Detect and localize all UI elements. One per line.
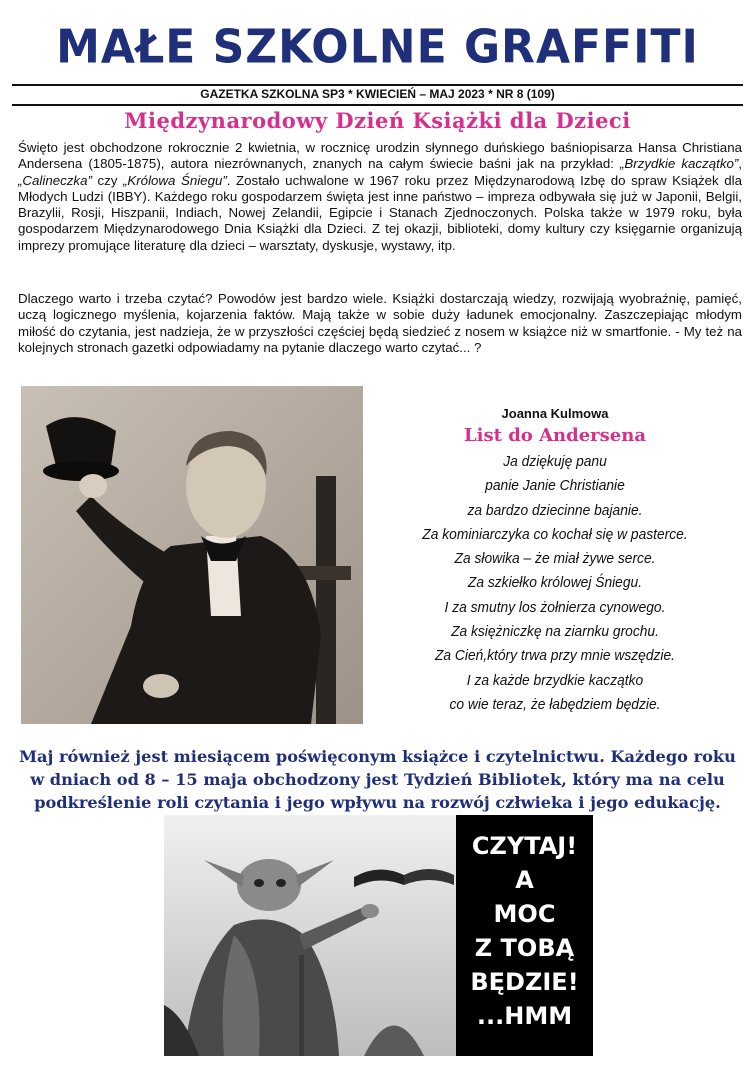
- poem-line: panie Janie Christianie: [485, 477, 625, 495]
- poem-line: Ja dziękuję panu: [503, 453, 607, 470]
- article-paragraph-1: [18, 140, 742, 254]
- poem-title: List do Andersena: [464, 425, 646, 446]
- poem-line: Za księżniczkę na ziarnku grochu.: [451, 623, 659, 641]
- poem-line: Za Cień,który trwa przy mnie wszędzie.: [434, 647, 676, 665]
- article-headline: Międzynarodowy Dzień Książki dla Dzieci: [124, 108, 631, 133]
- andersen-photo: [21, 386, 363, 724]
- fairy-tale-title: „Calineczka”: [18, 172, 92, 188]
- poster-line: ...HMM: [476, 1002, 573, 1030]
- poster-line: BĘDZIE!: [470, 968, 579, 996]
- poem-line: I za każde brzydkie kaczątko: [466, 671, 644, 689]
- paragraph-text: . Zostało uchwalone w 1967 roku przez Międzynarodową Izbę do spraw Książek dla Młodych Ludzi (IBBY). Każdego roku gospodarzem święta jest inne państwo – impreza odbywała się już w Japonii, Belgii, Brazylii, Rosji, Hiszpanii, Indiach, Nowej Zelandii, Egipcie i Stanach Zjednoczonych. Polska także w 1979 roku, była gospodarzem Międzynarodowego Dnia Książki dla Dzieci. Z tej okazji, biblioteki, domy kultury czy księgarnie organizują imprezy promujące literaturę dla dzieci – warsztaty, dyskusje, wystawy, itp.: [18, 172, 742, 253]
- masthead-title: MAŁE SZKOLNE GRAFFITI: [56, 20, 699, 75]
- poem-line: za bardzo dziecinne bajanie.: [467, 501, 643, 519]
- poem-line: Za szkiełko królowej Śniegu.: [467, 574, 643, 592]
- poster-text-panel: [456, 815, 593, 1056]
- fairy-tale-title: „Brzydkie kaczątko”: [619, 156, 739, 172]
- fairy-tale-title: „Królowa Śniegu”: [122, 172, 227, 188]
- poem-line: I za smutny los żołnierza cynowego.: [444, 598, 666, 616]
- paragraph-text: czy: [91, 172, 123, 188]
- poster-line: Z TOBĄ: [474, 934, 575, 962]
- poem-line: co wie teraz, że łabędziem będzie.: [449, 695, 661, 713]
- yoda-poster: [164, 815, 593, 1056]
- poster-line: CZYTAJ!: [471, 832, 578, 860]
- paragraph-text: Święto jest obchodzone rokrocznie 2 kwietnia, w rocznicę urodzin słynnego duńskiego baśniopisarza Hansa Christiana Andersena (1805-1875), autora niezrównanych, znanych na całym świecie baśni jak na przykład:: [18, 140, 742, 172]
- poem-line: Za kominiarczyka co kochał się w pasterce.: [422, 525, 688, 543]
- poem-author: Joanna Kulmowa: [501, 406, 609, 421]
- poster-line: A: [515, 866, 534, 894]
- paragraph-text: ,: [738, 156, 742, 172]
- bottom-rule: [12, 104, 743, 106]
- poem-lines: [385, 450, 725, 717]
- top-rule: [12, 84, 743, 86]
- issue-line: GAZETKA SZKOLNA SP3 * KWIECIEŃ – MAJ 2023 * NR 8 (109): [200, 87, 555, 101]
- poem-line: Za słowika – że miał żywe serce.: [454, 550, 656, 568]
- poster-line: MOC: [493, 900, 556, 928]
- may-paragraph: Maj również jest miesiącem poświęconym książce i czytelnictwu. Każdego roku w dniach od 8 – 15 maja obchodzony jest Tydzień Bibliotek, który ma na celu podkreślenie roli czytania i jego wpływu na rozwój człwieka i jego edukację.: [19, 747, 736, 812]
- poem-block: [385, 406, 725, 717]
- article-paragraph-2: Dlaczego warto i trzeba czytać? Powodów jest bardzo wiele. Książki dostarczają wiedzy, rozwijają wyobraźnię, pamięć, uczą logicznego myślenia, kojarzenia faktów. Mają także w sobie duży ładunek emocjonalny. Zaszczepiając młodym miłość do czytania, jest nadzieja, że w przyszłości częściej będą siedzieć z nosem w książce niż w smartfonie. - My też na kolejnych stronach gazetki odpowiadamy na pytanie dlaczego warto czytać... ?: [18, 291, 742, 355]
